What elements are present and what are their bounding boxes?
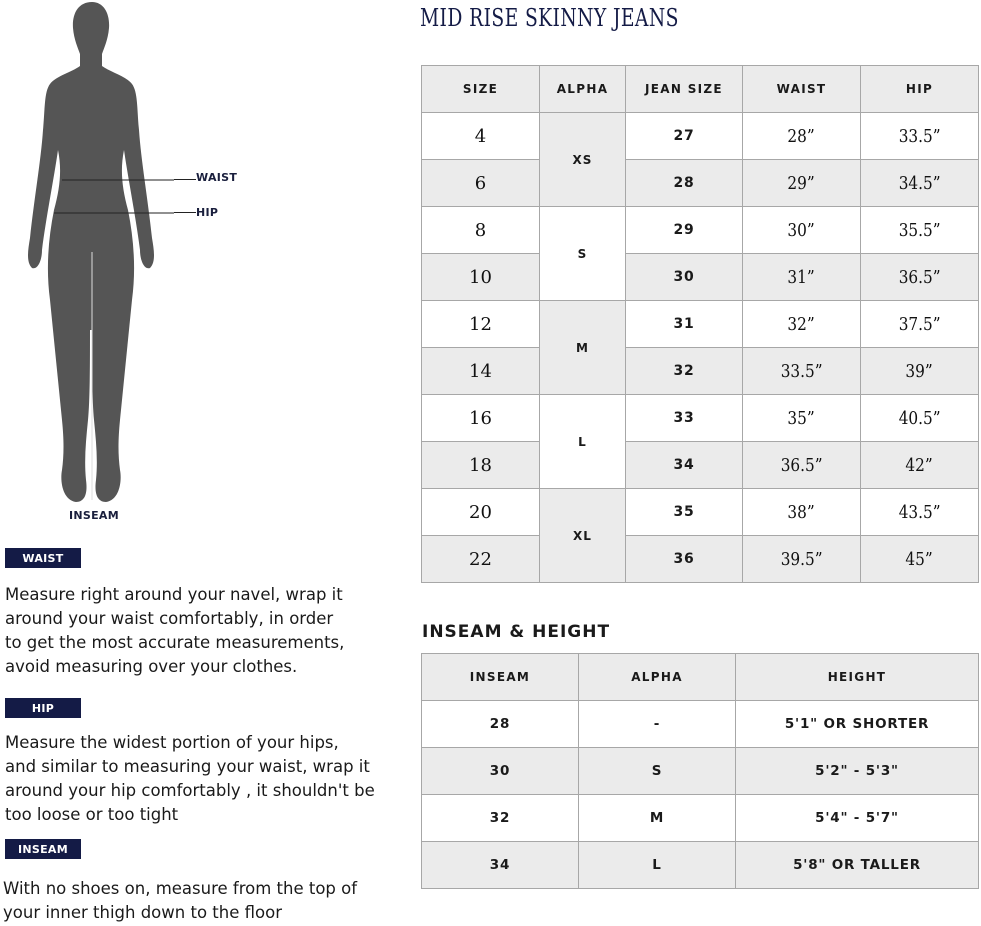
header-waist: WAIST xyxy=(743,66,861,113)
figure-label-inseam: INSEAM xyxy=(69,509,119,522)
jean-size-cell: 34 xyxy=(626,442,743,489)
inseam-table-header-row xyxy=(422,654,979,701)
alpha-cell: S xyxy=(540,207,626,301)
hip-description: Measure the widest portion of your hips, and similar to measuring your waist, wrap it around your hip comfortably , it shouldn't be too loose or too tight xyxy=(5,733,375,824)
header-inseam: INSEAM xyxy=(422,654,579,701)
waist-cell: 38” xyxy=(743,489,861,536)
inseam-cell: 30 xyxy=(422,748,579,795)
waist-cell: 30” xyxy=(743,207,861,254)
height-cell: 5'1" OR SHORTER xyxy=(736,701,979,748)
hip-cell: 40.5” xyxy=(861,395,979,442)
jean-size-cell: 27 xyxy=(626,113,743,160)
waist-badge: WAIST xyxy=(5,548,81,568)
waist-cell: 29” xyxy=(743,160,861,207)
size-cell: 20 xyxy=(422,489,540,536)
alpha-cell: M xyxy=(579,795,736,842)
alpha-cell: M xyxy=(540,301,626,395)
hip-cell: 36.5” xyxy=(861,254,979,301)
size-cell: 4 xyxy=(422,113,540,160)
hip-cell: 33.5” xyxy=(861,113,979,160)
height-cell: 5'4" - 5'7" xyxy=(736,795,979,842)
jean-size-cell: 33 xyxy=(626,395,743,442)
waist-cell: 39.5” xyxy=(743,536,861,583)
waist-description: Measure right around your navel, wrap it around your waist comfortably, in order to get the most accurate measurements, avoid measuring over your clothes. xyxy=(5,585,345,676)
waist-cell: 33.5” xyxy=(743,348,861,395)
table-row xyxy=(422,442,979,489)
table-row xyxy=(422,160,979,207)
alpha-cell: - xyxy=(579,701,736,748)
jean-size-cell: 36 xyxy=(626,536,743,583)
alpha-cell: L xyxy=(579,842,736,889)
hip-pointer-line xyxy=(174,212,196,213)
table-row xyxy=(422,254,979,301)
header-hip: HIP xyxy=(861,66,979,113)
jean-size-cell: 32 xyxy=(626,348,743,395)
inseam-cell: 34 xyxy=(422,842,579,889)
hip-cell: 42” xyxy=(861,442,979,489)
jean-size-cell: 29 xyxy=(626,207,743,254)
height-cell: 5'8" OR TALLER xyxy=(736,842,979,889)
page-title: MID RISE SKINNY JEANS xyxy=(420,4,679,32)
inseam-cell: 28 xyxy=(422,701,579,748)
table-row xyxy=(422,842,979,889)
hip-badge: HIP xyxy=(5,698,81,718)
header-size: SIZE xyxy=(422,66,540,113)
figure-label-hip: HIP xyxy=(196,206,219,219)
header-alpha: ALPHA xyxy=(540,66,626,113)
size-cell: 14 xyxy=(422,348,540,395)
waist-cell: 28” xyxy=(743,113,861,160)
alpha-cell: XL xyxy=(540,489,626,583)
waist-cell: 32” xyxy=(743,301,861,348)
body-silhouette-icon xyxy=(28,2,154,502)
hip-cell: 43.5” xyxy=(861,489,979,536)
table-row xyxy=(422,748,979,795)
size-cell: 6 xyxy=(422,160,540,207)
table-row xyxy=(422,536,979,583)
table-row xyxy=(422,113,979,160)
hip-cell: 35.5” xyxy=(861,207,979,254)
figure-label-waist: WAIST xyxy=(196,171,238,184)
inseam-cell: 32 xyxy=(422,795,579,842)
inseam-height-table xyxy=(421,653,979,889)
header-alpha: ALPHA xyxy=(579,654,736,701)
alpha-cell: XS xyxy=(540,113,626,207)
jean-size-cell: 35 xyxy=(626,489,743,536)
size-cell: 16 xyxy=(422,395,540,442)
hip-cell: 39” xyxy=(861,348,979,395)
body-silhouette-figure xyxy=(24,0,174,505)
size-cell: 22 xyxy=(422,536,540,583)
size-chart-table xyxy=(421,65,979,583)
waist-pointer-line xyxy=(174,179,196,180)
hip-cell: 45” xyxy=(861,536,979,583)
header-jean-size: JEAN SIZE xyxy=(626,66,743,113)
alpha-cell: S xyxy=(579,748,736,795)
jean-size-cell: 30 xyxy=(626,254,743,301)
waist-cell: 31” xyxy=(743,254,861,301)
inseam-badge: INSEAM xyxy=(5,839,81,859)
size-cell: 8 xyxy=(422,207,540,254)
table-row xyxy=(422,795,979,842)
jean-size-cell: 31 xyxy=(626,301,743,348)
inseam-description: With no shoes on, measure from the top of your inner thigh down to the floor xyxy=(3,879,358,922)
table-row xyxy=(422,489,979,536)
waist-cell: 36.5” xyxy=(743,442,861,489)
inseam-height-title: INSEAM & HEIGHT xyxy=(422,622,611,642)
table-row xyxy=(422,207,979,254)
hip-cell: 37.5” xyxy=(861,301,979,348)
table-row xyxy=(422,301,979,348)
size-cell: 18 xyxy=(422,442,540,489)
table-row xyxy=(422,701,979,748)
size-cell: 12 xyxy=(422,301,540,348)
hip-cell: 34.5” xyxy=(861,160,979,207)
height-cell: 5'2" - 5'3" xyxy=(736,748,979,795)
size-table-header-row xyxy=(422,66,979,113)
jean-size-cell: 28 xyxy=(626,160,743,207)
alpha-cell: L xyxy=(540,395,626,489)
table-row xyxy=(422,348,979,395)
size-cell: 10 xyxy=(422,254,540,301)
header-height: HEIGHT xyxy=(736,654,979,701)
waist-cell: 35” xyxy=(743,395,861,442)
table-row xyxy=(422,395,979,442)
